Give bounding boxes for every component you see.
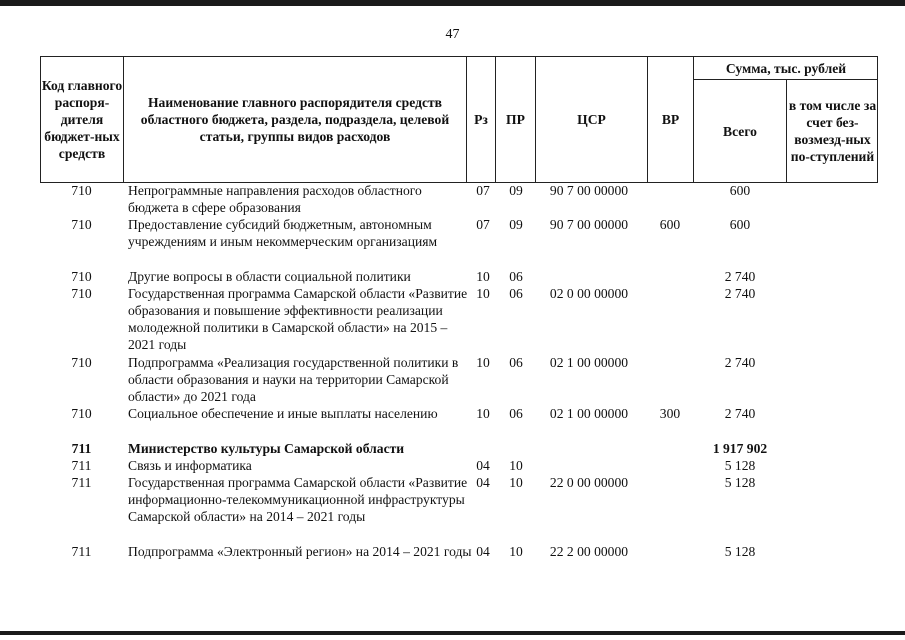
cell-pr: 06 [509,269,523,284]
cell-pr: 10 [509,544,523,559]
cell-csr: 22 2 00 00000 [549,544,629,559]
cell-csr: 90 7 00 00000 [549,217,629,232]
header-name: Наименование главного распорядителя средств областного бюджета, раздела, подраздела, целевой статьи, группы видов расходов [140,95,450,144]
cell-rz: 10 [476,406,490,421]
page-number: 47 [445,27,460,42]
cell-name: Подпрограмма «Электронный регион» на 2014 – 2021 годы [128,544,472,559]
top-border [0,0,905,6]
cell-name: Государственная программа Самарской области «Развитие информационно-телекоммуникационной инфраструктуры Самарской области» на 2014 – 2021 годы [128,475,468,524]
cell-sum: 5 128 [724,458,756,473]
cell-pr: 06 [509,355,523,370]
cell-code: 711 [71,475,92,490]
cell-name: Другие вопросы в области социальной политики [128,269,411,284]
header-pr: ПР [506,112,525,127]
cell-sum: 2 740 [724,286,756,301]
bottom-border [0,631,905,635]
cell-rz: 04 [476,544,490,559]
cell-sum: 1 917 902 [712,441,768,456]
cell-code: 711 [71,441,92,456]
cell-rz: 07 [476,217,490,232]
cell-sum: 600 [729,183,751,198]
cell-name: Непрограммные направления расходов областного бюджета в сфере образования [128,183,422,215]
cell-rz: 10 [476,269,490,284]
cell-vr: 600 [659,217,681,232]
cell-rz: 04 [476,475,490,490]
cell-csr: 02 1 00 00000 [549,355,629,370]
cell-name: Связь и информатика [128,458,252,473]
cell-code: 710 [71,355,92,370]
cell-pr: 06 [509,286,523,301]
cell-pr: 10 [509,458,523,473]
cell-csr: 22 0 00 00000 [549,475,629,490]
cell-csr: 90 7 00 00000 [549,183,629,198]
cell-sum: 2 740 [724,269,756,284]
header-incl: в том числе за счет без-возмезд-ных по-ступлений [788,98,877,164]
cell-sum: 2 740 [724,406,756,421]
cell-name: Социальное обеспечение и иные выплаты населению [128,406,438,421]
header-rz: Рз [474,112,488,127]
cell-rz: 07 [476,183,490,198]
header-code: Код главного распоря-дителя бюджет-ных средств [41,78,123,161]
cell-code: 710 [71,183,92,198]
cell-code: 710 [71,286,92,301]
cell-code: 710 [71,406,92,421]
cell-pr: 09 [509,183,523,198]
cell-name: Подпрограмма «Реализация государственной политики в области образования и науки на территории Самарской области» до 2021 года [128,355,459,404]
cell-rz: 04 [476,458,490,473]
cell-name: Государственная программа Самарской области «Развитие образования и повышение эффективности реализации молодежной политики в Самарской области» на 2015 – 2021 годы [128,286,468,352]
cell-csr: 02 1 00 00000 [549,406,629,421]
cell-csr: 02 0 00 00000 [549,286,629,301]
header-total: Всего [723,123,757,139]
header-csr: ЦСР [577,112,606,127]
cell-pr: 10 [509,475,523,490]
cell-pr: 09 [509,217,523,232]
cell-sum: 5 128 [724,475,756,490]
cell-sum: 5 128 [724,544,756,559]
cell-name: Предоставление субсидий бюджетным, автономным учреждениям и иным некоммерческим организациям [128,217,438,249]
cell-pr: 06 [509,406,523,421]
cell-rz: 10 [476,286,490,301]
cell-vr: 300 [659,406,681,421]
cell-name: Министерство культуры Самарской области [128,441,405,456]
cell-code: 710 [71,269,92,284]
cell-rz: 10 [476,355,490,370]
cell-sum: 2 740 [724,355,756,370]
cell-code: 711 [71,544,92,559]
table-header [40,56,878,183]
cell-code: 711 [71,458,92,473]
cell-code: 710 [71,217,92,232]
header-vr: ВР [661,112,680,127]
header-sum-group: Сумма, тыс. рублей [725,60,847,76]
cell-sum: 600 [729,217,751,232]
